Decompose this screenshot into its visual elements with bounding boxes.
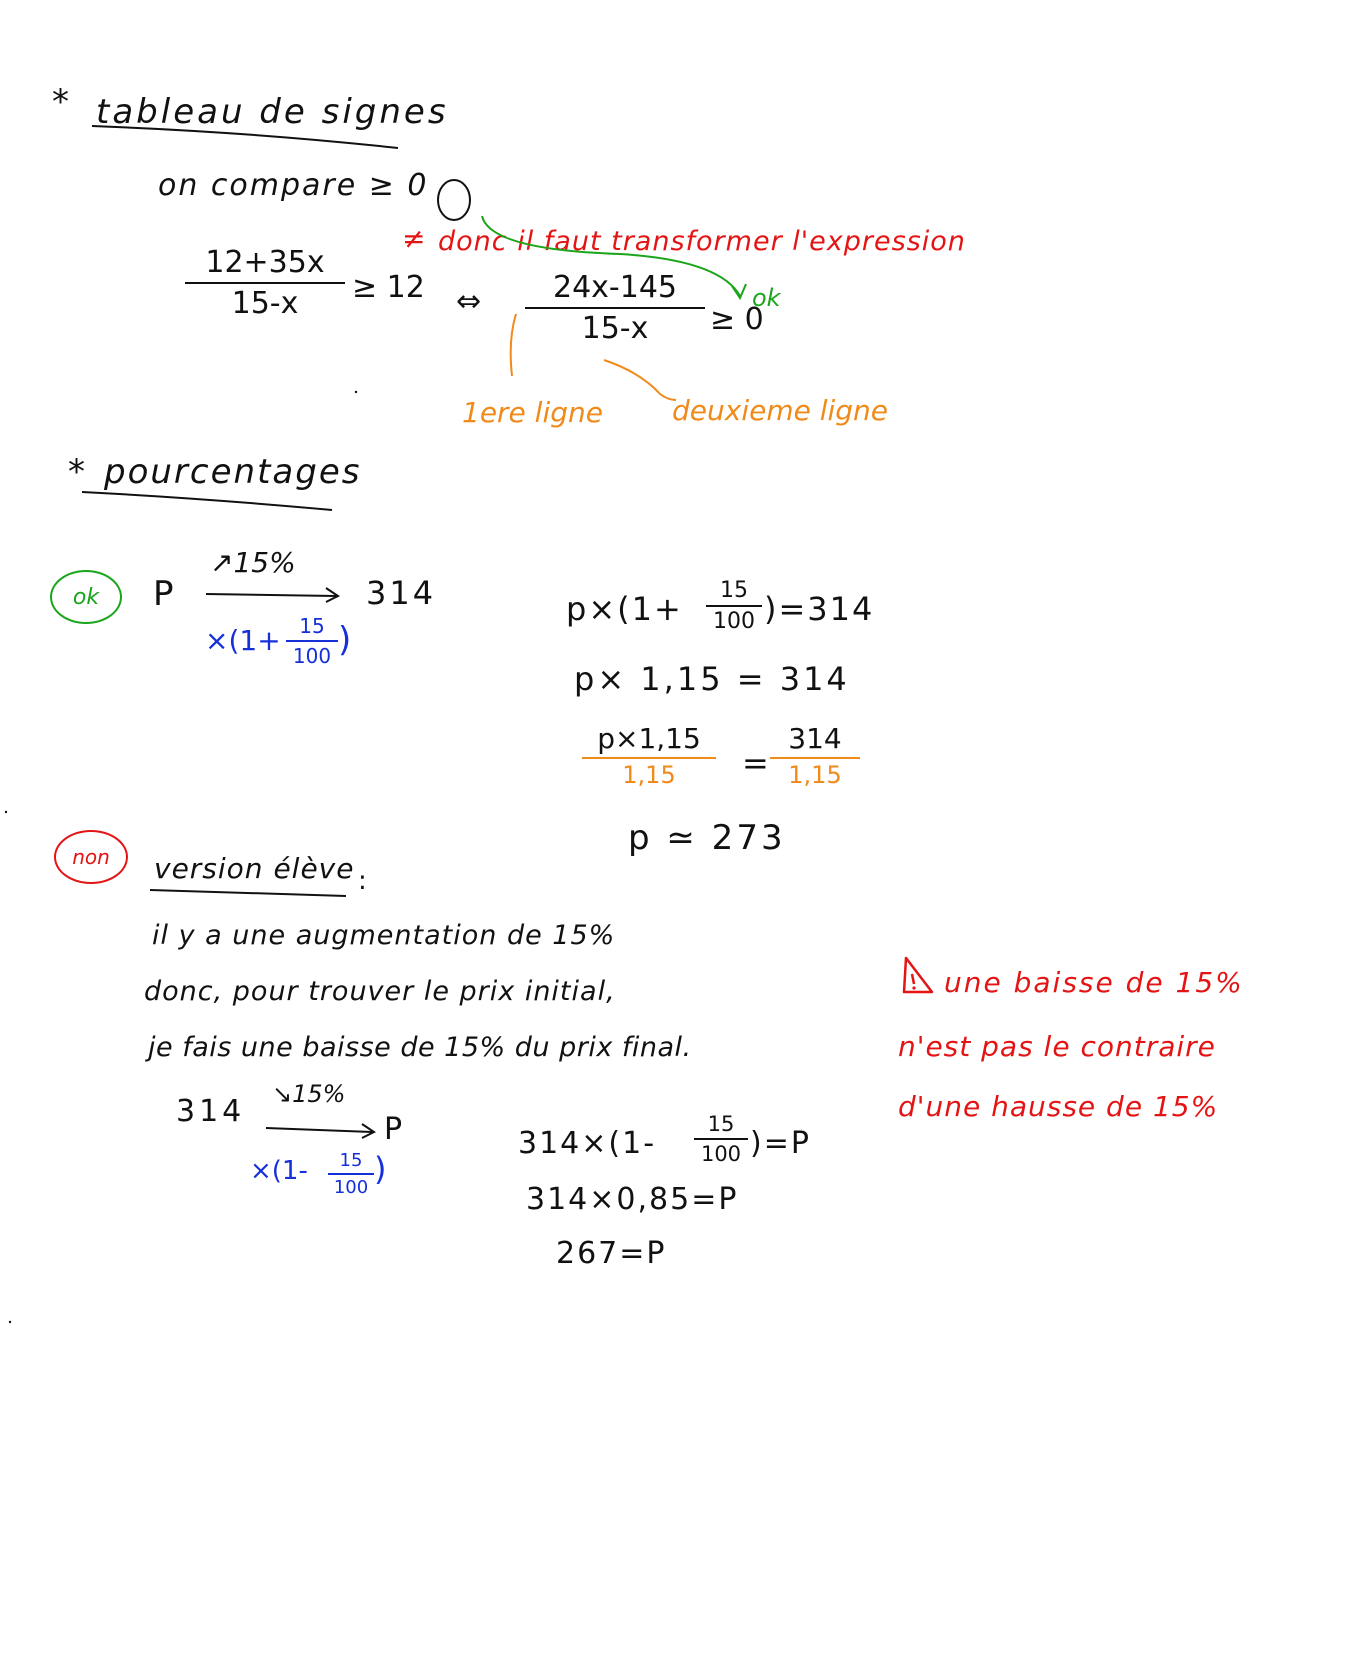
- section-title-tableau: tableau de signes: [96, 92, 449, 132]
- eq1-fraction: [706, 578, 762, 634]
- fraction-bar: [286, 640, 338, 642]
- orange-connector-second: [604, 360, 676, 400]
- fraction-original: [185, 245, 345, 321]
- fraction-denominator: 100: [700, 1142, 742, 1166]
- blue-multiplier-suffix: ): [338, 620, 352, 660]
- label-second-line: deuxieme ligne: [672, 394, 889, 427]
- student-eq1-prefix: 314×(1-: [518, 1126, 657, 1161]
- eq3-right-fraction: [770, 722, 860, 789]
- section-bullet: *: [68, 452, 85, 492]
- eq2: p× 1,15 = 314: [574, 660, 850, 698]
- eq3-equals: =: [742, 744, 769, 782]
- stray-dot: [9, 1321, 11, 1323]
- arrowhead-p-to-314: [326, 588, 338, 602]
- fraction-bar: [770, 757, 860, 759]
- eq4-result: p ≃ 273: [628, 818, 786, 858]
- neq-symbol: ≠: [402, 222, 426, 255]
- final-price: 314: [366, 574, 437, 612]
- fraction-denominator: 100: [292, 644, 332, 668]
- arrowhead-314-to-p: [362, 1124, 374, 1138]
- fraction-numerator: 12+35x: [205, 245, 325, 280]
- label-first-line: 1ere ligne: [462, 396, 603, 429]
- student-line-1: il y a une augmentation de 15%: [152, 920, 616, 951]
- student-line-3: je fais une baisse de 15% du prix final.: [148, 1032, 692, 1063]
- blue-multiplier-prefix: ×(1-: [250, 1156, 308, 1186]
- fraction-numerator: 314: [788, 722, 842, 755]
- inequality-rhs-0: ≥ 0: [710, 302, 764, 337]
- eq1-suffix: )=314: [764, 590, 875, 628]
- var-p: P: [153, 574, 174, 614]
- stray-dot: [355, 391, 357, 393]
- green-arrowhead: [732, 284, 746, 298]
- note-ok: ok: [752, 284, 781, 312]
- compare-text: on compare ≥ 0: [158, 168, 429, 203]
- fraction-denominator: 100: [333, 1177, 369, 1198]
- fraction-bar: [328, 1173, 374, 1175]
- arrow-label-increase: ↗15%: [210, 546, 296, 579]
- section-bullet: *: [52, 82, 69, 122]
- student-eq2: 314×0,85=P: [526, 1182, 739, 1217]
- ok-badge: [50, 570, 122, 624]
- fraction-numerator: 15: [339, 1150, 363, 1171]
- student-eq1-suffix: )=P: [750, 1126, 811, 1161]
- fraction-numerator: 15: [707, 1112, 735, 1136]
- fraction-bar: [582, 757, 716, 759]
- fraction-bar: [185, 282, 345, 284]
- student-eq1-fraction: [694, 1112, 748, 1166]
- orange-connector-first: [511, 314, 516, 376]
- arrow-314-to-p: [266, 1128, 372, 1132]
- stray-dot: [5, 811, 7, 813]
- zero-circle: [438, 180, 470, 220]
- equivalence-symbol: ⇔: [456, 284, 482, 319]
- warning-line-2: n'est pas le contraire: [898, 1030, 1216, 1063]
- section-title-pourcentages: pourcentages: [104, 452, 362, 492]
- student-version-title: version élève: [154, 852, 355, 885]
- student-arrow-target: P: [384, 1112, 403, 1147]
- non-badge-label: non: [72, 845, 110, 869]
- fraction-numerator: 24x-145: [552, 270, 677, 305]
- blue-fraction: [328, 1150, 374, 1198]
- blue-fraction: [286, 614, 338, 668]
- arrow-label-decrease: ↘15%: [272, 1080, 346, 1108]
- fraction-bar: [706, 605, 762, 607]
- fraction-bar: [694, 1138, 748, 1140]
- student-start-price: 314: [176, 1094, 246, 1129]
- warning-line-1: une baisse de 15%: [944, 966, 1244, 999]
- warning-line-3: d'une hausse de 15%: [898, 1090, 1219, 1123]
- inequality-rhs-12: ≥ 12: [352, 270, 425, 305]
- fraction-numerator: 15: [299, 614, 325, 638]
- student-version-colon: :: [358, 866, 367, 896]
- student-line-2: donc, pour trouver le prix initial,: [144, 976, 616, 1007]
- student-eq3: 267=P: [556, 1236, 667, 1271]
- eq3-left-fraction: [582, 722, 716, 789]
- ok-badge-label: ok: [72, 584, 100, 610]
- fraction-numerator: p×1,15: [597, 722, 701, 755]
- fraction-denominator: 15-x: [581, 311, 649, 346]
- fraction-denominator: 1,15: [788, 761, 842, 789]
- eq1-prefix: p×(1+: [566, 590, 683, 628]
- fraction-denominator: 1,15: [622, 761, 676, 789]
- underline-version-eleve: [150, 890, 346, 896]
- warning-triangle-icon-glyph: [900, 954, 938, 996]
- blue-multiplier-suffix: ): [374, 1150, 387, 1188]
- underline-pourcentages: [82, 492, 332, 510]
- fraction-numerator: 15: [720, 578, 748, 603]
- fraction-bar: [525, 307, 705, 309]
- non-badge: [54, 830, 128, 884]
- fraction-denominator: 15-x: [231, 286, 299, 321]
- blue-multiplier-prefix: ×(1+: [205, 624, 281, 657]
- fraction-transformed: [525, 270, 705, 346]
- warning-triangle-icon: [900, 954, 938, 994]
- note-transform: donc il faut transformer l'expression: [438, 226, 966, 257]
- fraction-denominator: 100: [713, 609, 755, 634]
- arrow-p-to-314: [206, 594, 336, 596]
